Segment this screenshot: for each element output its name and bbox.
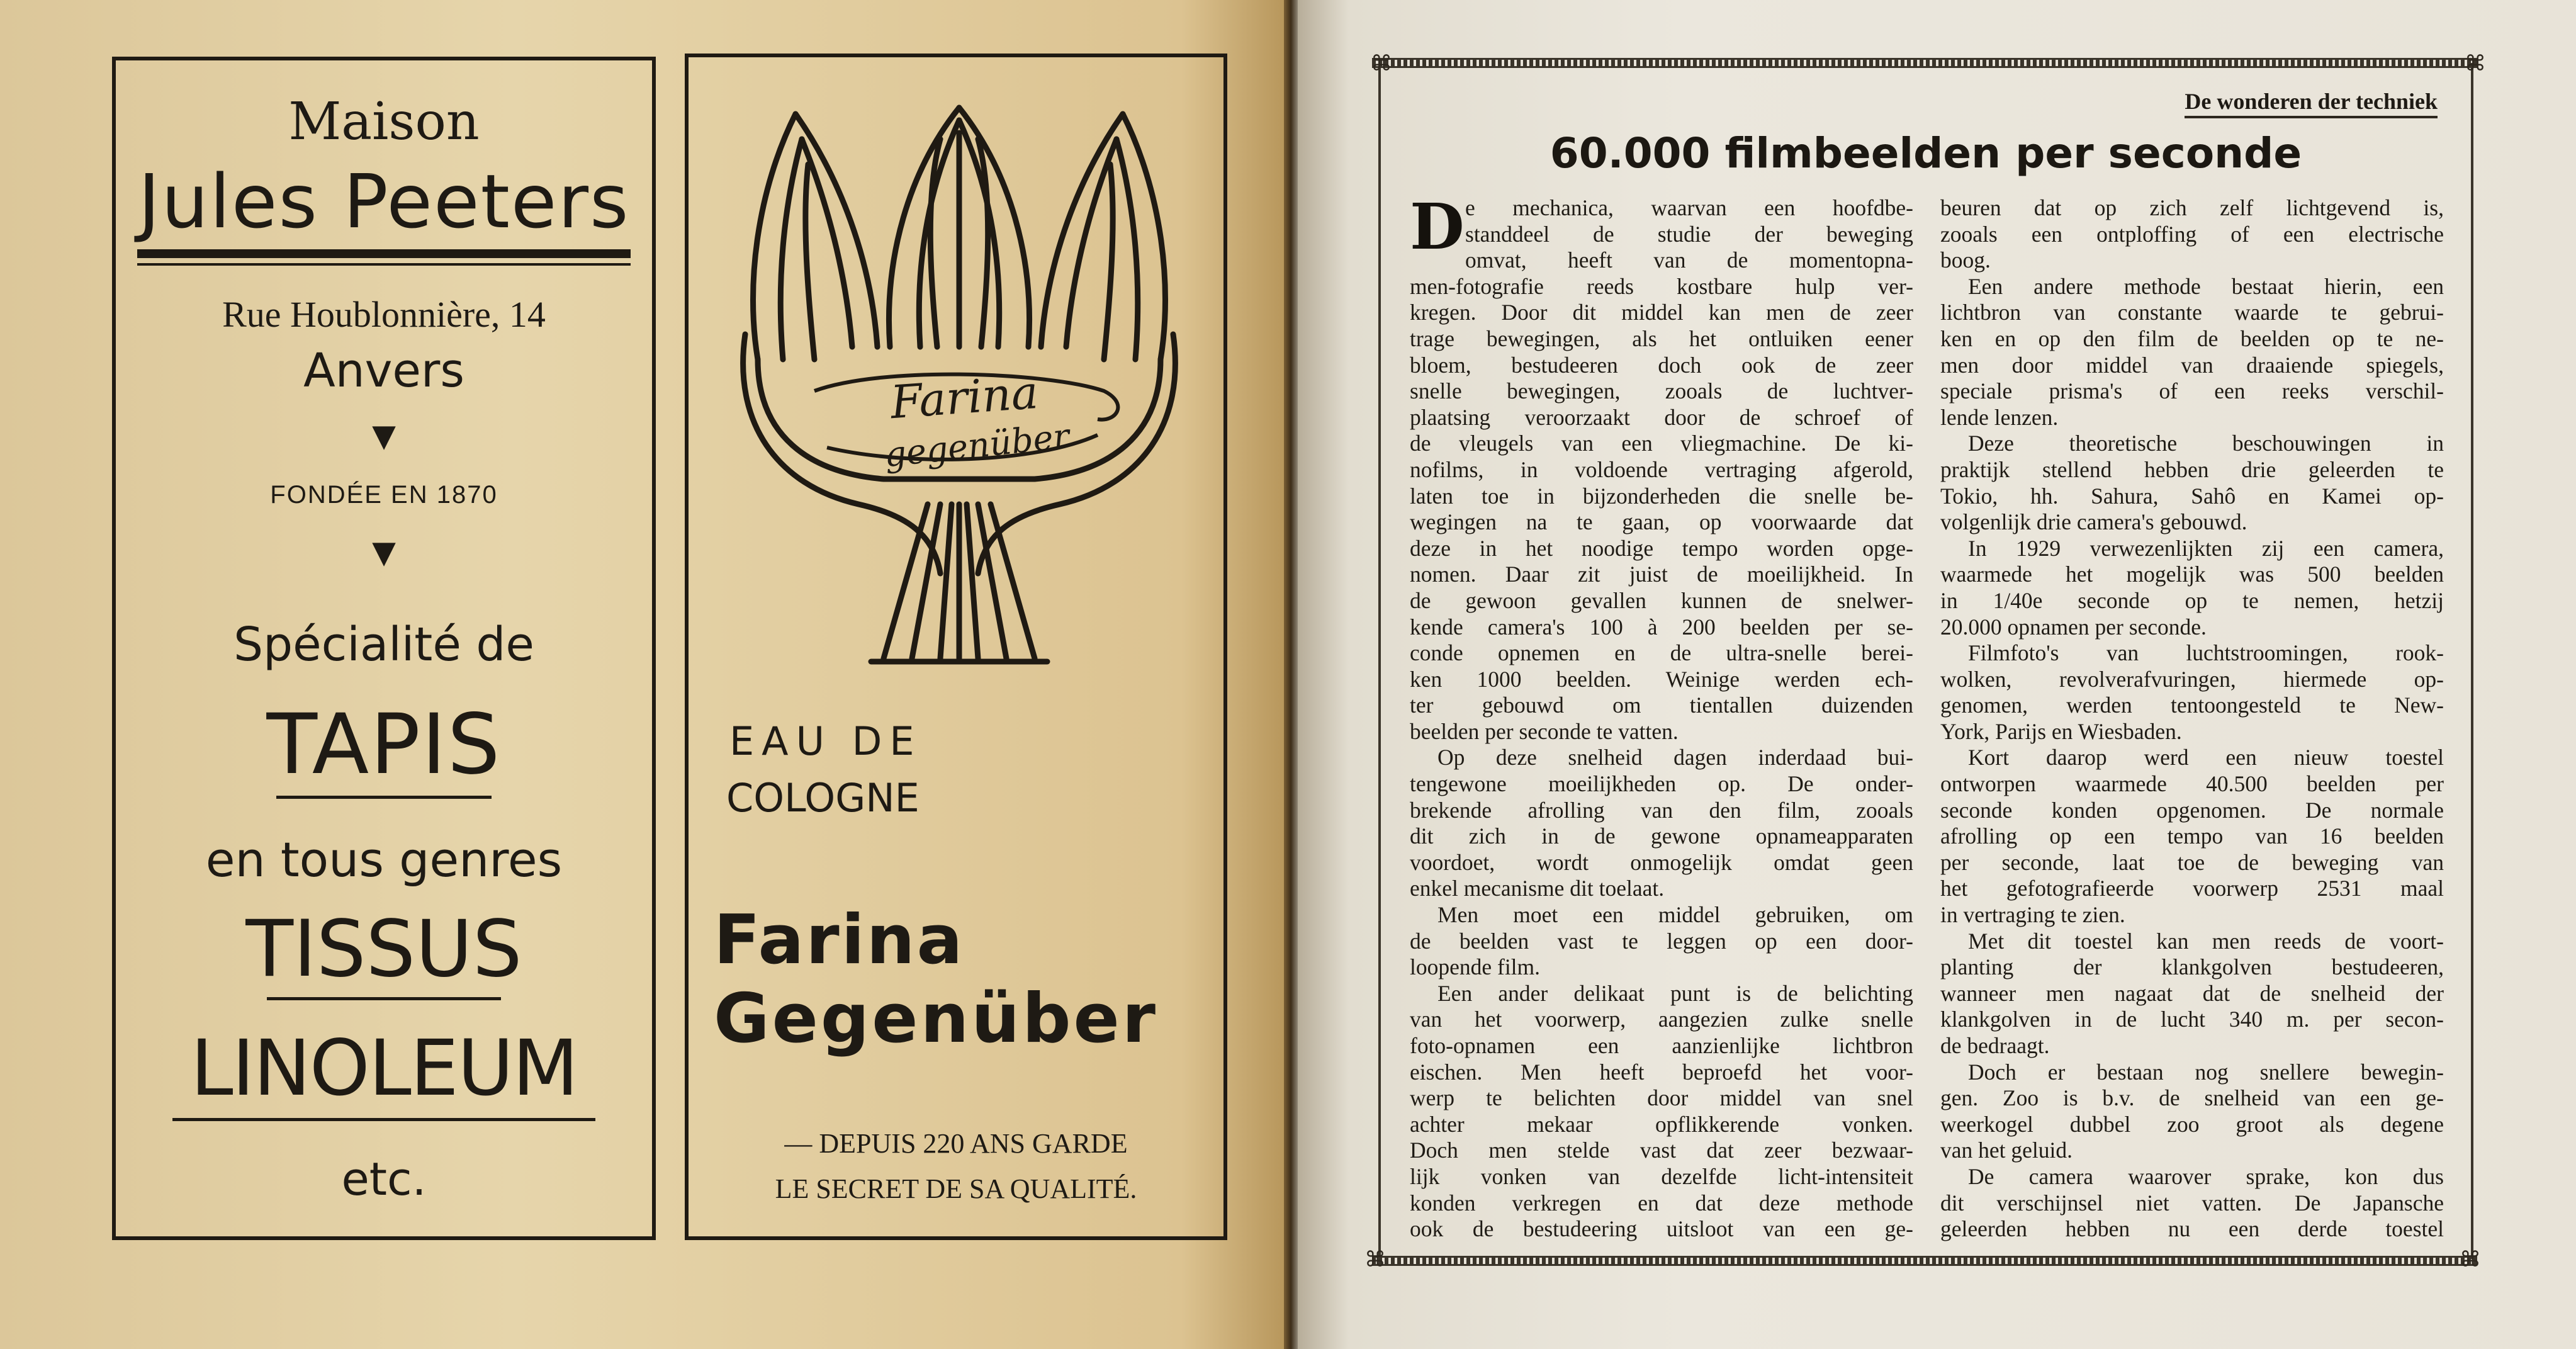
article-line: wanneer men nagaat dat de snelheid der (1940, 980, 2444, 1006)
article-line: afrolling op een tempo van 16 beelden (1940, 823, 2444, 849)
article-line: Met dit toestel kan men reeds de voort- (1968, 928, 2444, 954)
article-line: dit verschijnsel niet vatten. De Japansche (1940, 1190, 2444, 1216)
drop-cap: D (1410, 189, 1465, 264)
article-line: e mechanica, waarvan een hoofdbe- (1465, 195, 1913, 220)
article-line: boog. (1940, 247, 1991, 273)
article-line: In 1929 verwezenlijkten zij een camera, (1968, 535, 2444, 561)
article-line: brekende afrolling van den film, zooals (1410, 797, 1913, 823)
article-line: men-fotografie reeds kostbare hulp ver- (1410, 273, 1913, 299)
ad-maison-text: Maison (288, 92, 480, 152)
ad-genres: en tous genres (205, 832, 563, 888)
ad-tissus: TISSUS (245, 904, 522, 995)
ad-since-line-1: — DEPUIS 220 ANS GARDE (784, 1128, 1128, 1159)
corner-ornament-icon: ⌘ (2465, 51, 2486, 76)
farina-flower-logo-icon (720, 95, 1198, 674)
article-line: konden verkregen en dat deze methode (1410, 1190, 1913, 1216)
article-line: De camera waarover sprake, kon dus (1968, 1163, 2444, 1189)
farina-logo-word: Farina (889, 365, 1040, 429)
article-line: nomen. Daar zit juist de moeilijkheid. In (1410, 562, 1913, 587)
article-line: Filmfoto's van luchtstroomingen, rook- (1968, 640, 2444, 666)
article-line: ken 1000 beelden. Weinige werden ech- (1410, 666, 1913, 692)
article-line: laten toe in bijzonderheden die snelle be- (1410, 483, 1913, 509)
article-line: werp te belichten door middel van snel (1410, 1085, 1913, 1111)
article-line: ken en op den film de beelden op te ne- (1940, 325, 2444, 351)
article-line: lichtbron van constante waarde te gebrui- (1940, 300, 2444, 325)
article-line: beelden per seconde te vatten. (1410, 718, 1679, 744)
book-spine (1284, 0, 1298, 1349)
ad-since-line-2: LE SECRET DE SA QUALITÉ. (775, 1173, 1137, 1204)
ad-etc: etc. (341, 1153, 427, 1205)
article-line: de gewoon gevallen kunnen de snelwer- (1410, 587, 1913, 613)
article-line: snelle bewegingen, zooals de luchtver- (1410, 378, 1913, 404)
article-line: van het voorwerp, aangezien zulke snelle (1410, 1007, 1913, 1032)
article-line: omvat, heeft van de momentopna- (1465, 247, 1913, 273)
article-line: praktijk stellend hebben drie geleerden te (1940, 456, 2444, 482)
frame-border-right (2471, 63, 2473, 1259)
gegenueber-logo-word: gegenüber (882, 415, 1072, 475)
article-line: achter mekaar opflikkerende vonken. (1410, 1111, 1913, 1137)
article-line: men door middel van draaiende spiegels, (1940, 352, 2444, 378)
article-line: zooals een ontploffing of een electrische (1940, 221, 2444, 247)
article-line: Deze theoretische beschouwingen in (1968, 431, 2444, 456)
article-line: Doch er bestaan nog snellere bewegin- (1968, 1059, 2444, 1085)
article-line: het gefotografieerde voorwerp 2531 maal (1940, 876, 2444, 901)
article-line: tengewone moeilijkheden op. De onder- (1410, 771, 1913, 797)
article-line: per seconde, laat toe de beweging van (1940, 849, 2444, 875)
article-line: Kort daarop werd een nieuw toestel (1968, 745, 2444, 770)
ad-linoleum: LINOLEUM (190, 1024, 578, 1113)
corner-ornament-icon: ⌘ (1371, 51, 1392, 76)
ornament-icon: ▼ (364, 414, 404, 458)
article-line: volgenlijk drie camera's gebouwd. (1940, 509, 2247, 535)
article-line: van het geluid. (1940, 1137, 2073, 1163)
divider (276, 796, 492, 799)
frame-border-top (1372, 58, 2477, 68)
article-line: ter gebouwd om tientallen duizenden (1410, 692, 1913, 718)
article-line: 20.000 opnamen per seconde. (1940, 614, 2207, 640)
article-line: standdeel de studie der beweging (1465, 221, 1913, 247)
article-line: Een andere methode bestaat hierin, een (1968, 273, 2444, 299)
article-line: speciale prisma's of een reeks verschil- (1940, 378, 2444, 404)
article-line: trage bewegingen, als het ontluiken eener (1410, 325, 1913, 351)
corner-ornament-icon: ⌘ (2460, 1247, 2481, 1272)
article-column-2 (1940, 195, 2444, 1243)
article-line: geleerden hebben nu een derde toestel (1940, 1216, 2444, 1242)
article-line: in 1/40e seconde op te nemen, hetzij (1940, 587, 2444, 613)
ad-specialite: Spécialité de (233, 618, 534, 672)
ad-address: Rue Houblonnière, 14 (222, 294, 546, 335)
article-line: wolken, revolverafvuringen, hiermede op- (1940, 666, 2444, 692)
section-label: De wonderen der techniek (2185, 88, 2438, 118)
article-line: dit zich in de gewone opnameapparaten (1410, 823, 1913, 849)
divider (172, 1118, 595, 1121)
article-line: enkel mecanisme dit toelaat. (1410, 876, 1665, 901)
article-headline: 60.000 filmbeelden per seconde (1550, 129, 2302, 178)
article-line: loopende film. (1410, 954, 1541, 980)
ad-tapis: TAPIS (266, 696, 502, 793)
ad-gegenueber-brand: Gegenüber (714, 979, 1159, 1058)
article-line: waarmede het mogelijk was 500 beelden (1940, 562, 2444, 587)
article-line: foto-opnamen een aanzienlijke lichtbron (1410, 1033, 1913, 1058)
ad-brand-name: Jules Peeters (138, 158, 630, 245)
ad-farina-gegenueber (685, 54, 1227, 1240)
article-column-1 (1410, 189, 1913, 1243)
article-line: de bedraagt. (1940, 1033, 2050, 1058)
article-line: lijk vonken van dezelfde licht-intensiteit (1410, 1163, 1913, 1189)
article-line: seconde konden opgenomen. De normale (1940, 797, 2444, 823)
article-line: eischen. Men heeft beproefd het voor- (1410, 1059, 1913, 1085)
ad-farina-brand: Farina (714, 901, 965, 979)
brand-underline (137, 249, 631, 266)
article-line: Doch men stelde vast dat zeer bezwaar- (1410, 1137, 1913, 1163)
left-page (0, 0, 1284, 1349)
article-line: deze in het noodige tempo worden opge- (1410, 535, 1913, 561)
corner-ornament-icon: ⌘ (1364, 1247, 1386, 1272)
article-line: beuren dat op zich zelf lichtgevend is, (1940, 195, 2444, 220)
article-line: wegingen na te gaan, op voorwaarde dat (1410, 509, 1913, 535)
article-line: Men moet een middel gebruiken, om (1437, 902, 1913, 928)
article-line: genomen, werden tentoongesteld te New- (1940, 692, 2444, 718)
article-line: klankgolven in de lucht 340 m. per secon- (1940, 1007, 2444, 1032)
article-line: nofilms, in voldoende vertraging afgerold, (1410, 456, 1913, 482)
ad-eau-de: EAU DE (729, 718, 922, 764)
article-line: de beelden vast te leggen op een door- (1410, 928, 1913, 954)
article-line: bloem, bestudeeren doch ook de zeer (1410, 352, 1913, 378)
article-line: York, Parijs en Wiesbaden. (1940, 718, 2182, 744)
article-line: kende camera's 100 à 200 beelden per se- (1410, 614, 1913, 640)
article-line: plaatsing veroorzaakt door de schroef of (1410, 404, 1913, 430)
article-line: kregen. Door dit middel kan men de zeer (1410, 300, 1913, 325)
frame-border-bottom (1372, 1256, 2477, 1266)
article-line: lende lenzen. (1940, 404, 2059, 430)
ad-city: Anvers (303, 344, 464, 398)
ornament-icon: ▼ (364, 530, 404, 575)
article-line: voordoet, wordt onmogelijk omdat geen (1410, 849, 1913, 875)
article-line: in vertraging te zien. (1940, 902, 2125, 928)
article-line: Op deze snelheid dagen inderdaad bui- (1437, 745, 1913, 770)
article-line: ontworpen waarmede 40.500 beelden per (1940, 771, 2444, 797)
ad-founded: FONDÉE EN 1870 (270, 481, 498, 509)
article-line: Tokio, hh. Sahura, Sahô en Kamei op- (1940, 483, 2444, 509)
ad-cologne: COLOGNE (726, 775, 920, 821)
ad-jules-peeters (112, 57, 656, 1240)
article-line: gen. Zoo is b.v. de snelheid van een ge- (1940, 1085, 2444, 1111)
article-line: de vleugels van een vliegmachine. De ki- (1410, 431, 1913, 456)
article-line: Een ander delikaat punt is de belichting (1437, 980, 1913, 1006)
article-line: weerkogel dubbel zoo groot als degene (1940, 1111, 2444, 1137)
frame-border-left (1378, 63, 1381, 1259)
article-line: conde opnemen en de ultra-snelle berei- (1410, 640, 1913, 666)
article-line: ook de bestudeering uitsloot van een ge- (1410, 1216, 1913, 1242)
divider (267, 997, 501, 1000)
article-line: planting der klankgolven bestudeeren, (1940, 954, 2444, 980)
